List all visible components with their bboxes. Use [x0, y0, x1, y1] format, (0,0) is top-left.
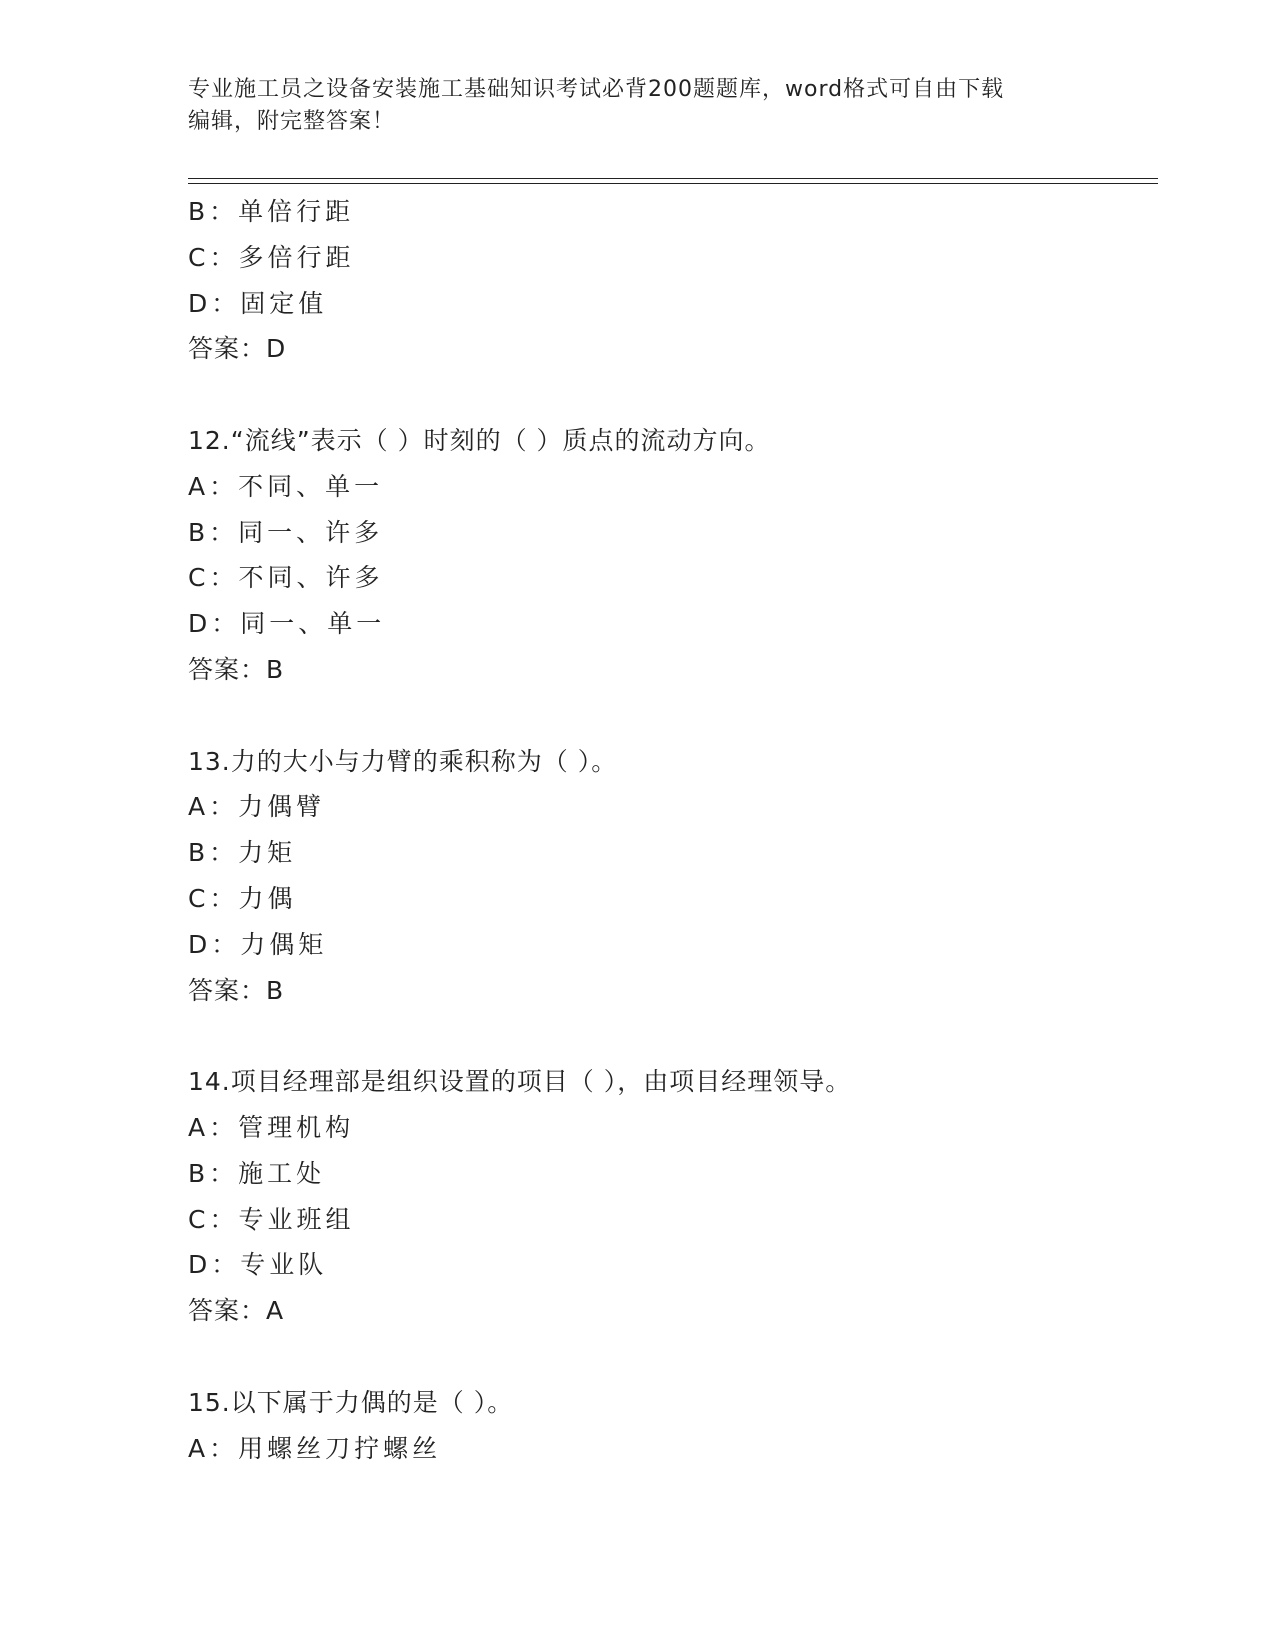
option-c: C：不同、许多 [188, 563, 384, 593]
spacer [188, 372, 1158, 418]
header-divider-bottom [188, 183, 1158, 184]
option-c: C：多倍行距 [188, 242, 355, 272]
answer: 答案：B [188, 654, 285, 684]
option-c: C：力偶 [188, 883, 297, 913]
option-b: B：施工处 [188, 1158, 326, 1188]
option-a: A：力偶臂 [188, 792, 326, 822]
answer: 答案：A [188, 1296, 285, 1326]
option-a: A：不同、单一 [188, 471, 384, 501]
option-b: B：力矩 [188, 838, 297, 868]
option-d: D：固定值 [188, 288, 328, 318]
option-d: D：同一、单一 [188, 609, 386, 639]
header-line-1: 专业施工员之设备安装施工基础知识考试必背200题题库，word格式可自由下载 [188, 77, 1005, 102]
document-header [188, 74, 1088, 138]
option-d: D：力偶矩 [188, 929, 328, 959]
question-stem: 15.以下属于力偶的是（ ）。 [188, 1387, 514, 1417]
answer: 答案：D [188, 334, 287, 364]
option-d: D：专业队 [188, 1250, 328, 1280]
question-stem: 13.力的大小与力臂的乘积称为（ ）。 [188, 746, 618, 776]
header-divider-top [188, 178, 1158, 179]
option-b: B：单倍行距 [188, 197, 355, 226]
question-list [188, 189, 1158, 1471]
spacer [188, 1013, 1158, 1059]
spacer [188, 693, 1158, 739]
spacer [188, 1334, 1158, 1380]
option-b: B：同一、许多 [188, 517, 384, 547]
question-stem: 14.项目经理部是组织设置的项目（ ），由项目经理领导。 [188, 1067, 852, 1097]
question-stem: 12.“流线”表示（ ）时刻的（ ）质点的流动方向。 [188, 425, 771, 455]
option-c: C：专业班组 [188, 1204, 355, 1234]
header-line-2: 编辑，附完整答案！ [188, 109, 396, 134]
answer: 答案：B [188, 975, 285, 1005]
option-a: A：用螺丝刀拧螺丝 [188, 1433, 442, 1463]
option-a: A：管理机构 [188, 1112, 355, 1142]
